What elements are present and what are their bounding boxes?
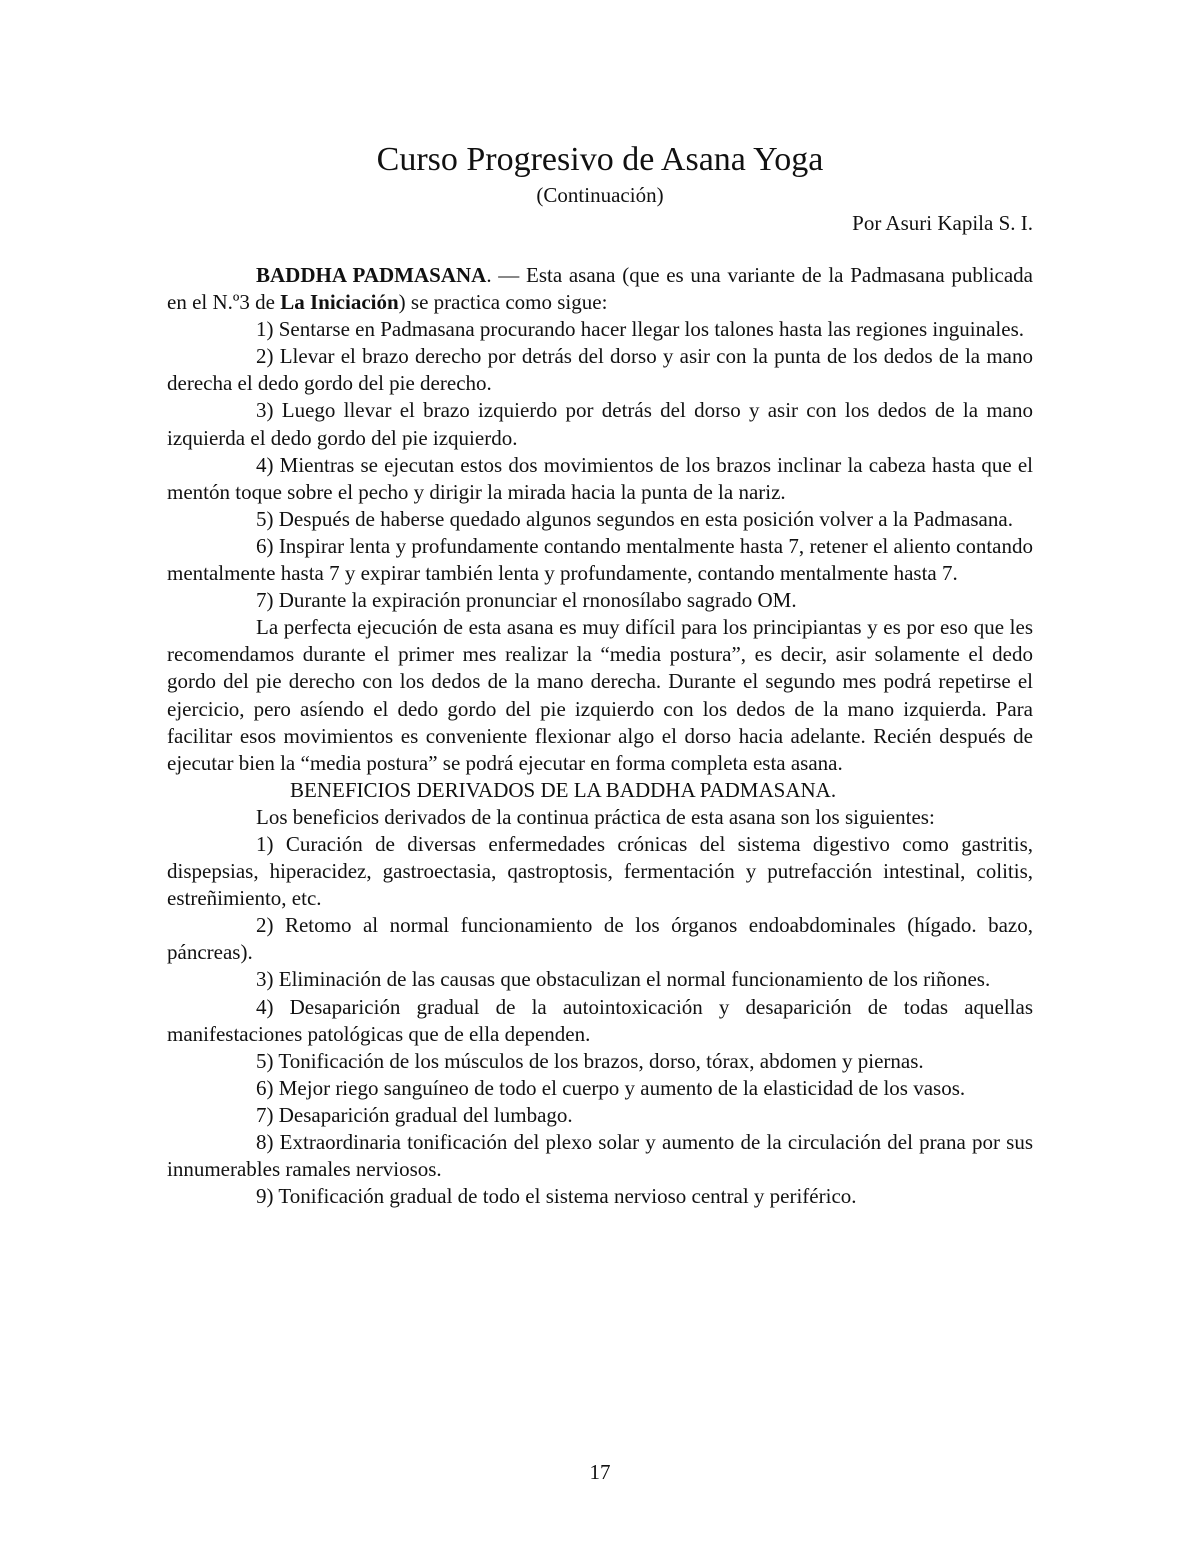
intro-text-end: ) se practica como sigue: (398, 290, 608, 315)
asana-name: BADDHA PADMASANA (256, 263, 487, 287)
step-4: 4) Mientras se ejecutan estos dos movimientos de los brazos inclinar la cabeza hasta que el mentón toque sobre el pecho y dirigir la mirada hacia la punta de la nariz. (167, 452, 1033, 504)
benefit-3: 3) Eliminación de las causas que obstaculizan el normal funcionamiento de los riñones. (256, 967, 991, 992)
step-5: 5) Después de haberse quedado algunos segundos en esta posición volver a la Padmasana. (256, 506, 1013, 531)
benefit-9: 9) Tonificación gradual de todo el sistema nervioso central y periférico. (256, 1184, 857, 1209)
page-title: Curso Progresivo de Asana Yoga (376, 141, 824, 178)
step-6: 6) Inspirar lenta y profundamente contando mentalmente hasta 7, retener el aliento contando mentalmente hasta 7 y expirar también lenta y profundamente, contando mentalmente hasta 7. (167, 533, 1033, 586)
benefits-intro: Los beneficios derivados de la continua práctica de esta asana son los siguientes: (256, 804, 935, 829)
benefit-5: 5) Tonificación de los músculos de los brazos, dorso, tórax, abdomen y piernas. (256, 1048, 924, 1073)
step-7: 7) Durante la expiración pronunciar el rnonosílabo sagrado OM. (256, 588, 797, 613)
benefit-7: 7) Desaparición gradual del lumbago. (256, 1102, 573, 1127)
intro-text: . — Esta asana (que es una variante de la Padmasana publicada en el N.º3 de (167, 263, 1034, 315)
benefit-8: 8) Extraordinaria tonificación del plexo solar y aumento de la circulación del prana por sus innumerables ramales nerviosos. (167, 1130, 1033, 1182)
benefit-1: 1) Curación de diversas enfermedades crónicas del sistema digestivo como gastritis, dispepsias, hiperacidez, gastroectasia, qastroptosis, fermentación y putrefacción intestinal, colitis, estreñimiento, etc. (167, 831, 1033, 911)
benefit-2: 2) Retomo al normal funcionamiento de los órganos endoabdominales (hígado. bazo, páncreas). (167, 913, 1033, 965)
benefit-6: 6) Mejor riego sanguíneo de todo el cuerpo y aumento de la elasticidad de los vasos. (256, 1075, 966, 1100)
benefit-4: 4) Desaparición gradual de la autointoxicación y desaparición de todas aquellas manifestaciones patológicas que de ella dependen. (167, 994, 1033, 1046)
page-subtitle: (Continuación) (536, 183, 664, 207)
practice-note: La perfecta ejecución de esta asana es muy difícil para los principiantas y es por eso que les recomendamos durante el primer mes realizar la “media postura”, es decir, asir solamente el dedo gordo del pie derecho con los dedos de la mano derecha. Durante el segundo mes podrá repetirse el ejercicio, pero asíendo el dedo gordo del pie izquierdo con los dedos de la mano izquierda. Para facilitar esos movimientos es conveniente flexionar algo el dorso hacia adelante. Recién después de ejecutar bien la “media postura” se podrá ejecutar en forma completa esta asana. (167, 615, 1033, 775)
author-line: Por Asuri Kapila S. I. (852, 211, 1033, 235)
publication-reference: La Iniciación (280, 290, 399, 315)
step-3: 3) Luego llevar el brazo izquierdo por detrás del dorso y asir con los dedos de la mano izquierda el dedo gordo del pie izquierdo. (167, 398, 1033, 450)
intro-paragraph (167, 262, 1033, 316)
benefits-heading: BENEFICIOS DERIVADOS DE LA BADDHA PADMASANA. (290, 777, 837, 802)
article-body (167, 262, 1033, 1210)
page-number: 17 (589, 1460, 611, 1484)
step-2: 2) Llevar el brazo derecho por detrás del dorso y asir con la punta de los dedos de la mano derecha el dedo gordo del pie derecho. (167, 344, 1033, 396)
step-1: 1) Sentarse en Padmasana procurando hacer llegar los talones hasta las regiones inguinales. (256, 317, 1024, 342)
